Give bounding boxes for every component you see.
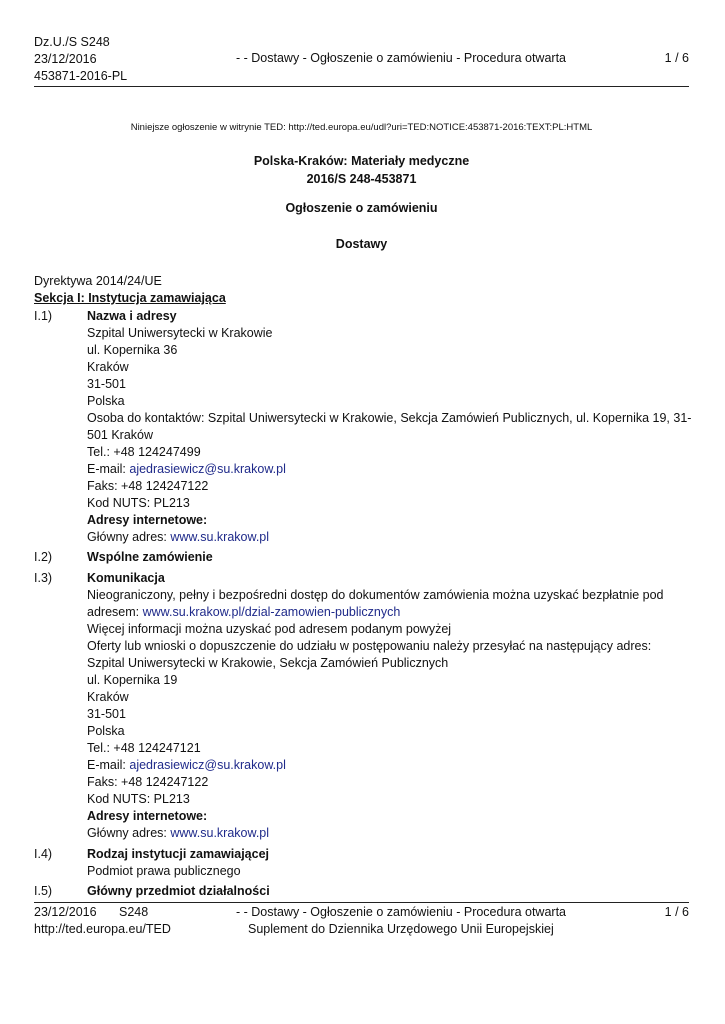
section-heading: Sekcja I: Instytucja zamawiająca: [34, 291, 226, 305]
section-title: Główny przedmiot działalności: [87, 884, 270, 898]
contract-type: Dostawy: [335, 237, 388, 251]
footer-date: 23/12/2016: [34, 905, 97, 919]
footer-s: S248: [119, 905, 149, 919]
footer-divider: [34, 902, 689, 903]
section-title: Komunikacja: [87, 571, 165, 585]
header-title: - - Dostawy - Ogłoszenie o zamówieniu - Procedura otwarta: [236, 51, 566, 65]
access-label: adresem:: [87, 605, 143, 619]
title-line2: 2016/S 248-453871: [306, 172, 417, 186]
offers-address-intro: Oferty lub wnioski o dopuszczenie do udziału w postępowaniu należy przesyłać na następujący adres:: [87, 639, 652, 653]
section-title: Nazwa i adresy: [87, 309, 177, 323]
main-address-row: [87, 825, 697, 842]
section-number: I.3): [34, 571, 53, 585]
email-row: [87, 757, 697, 774]
city: Kraków: [87, 360, 129, 374]
ted-note: Niniejsze ogłoszenie w witrynie TED: http://ted.europa.eu/udl?uri=TED:NOTICE:453871-2016:TEXT:PL:HTML: [130, 122, 593, 133]
main-address-row: [87, 529, 697, 546]
footer-url: http://ted.europa.eu/TED: [34, 922, 171, 936]
section-title: Wspólne zamówienie: [87, 550, 213, 564]
email-link[interactable]: ajedrasiewicz@su.krakow.pl: [129, 462, 286, 476]
nuts-code: Kod NUTS: PL213: [87, 496, 190, 510]
org-name: Szpital Uniwersytecki w Krakowie, Sekcja Zamówień Publicznych: [87, 656, 449, 670]
internet-heading: Adresy internetowe:: [87, 513, 208, 527]
section-body: [87, 570, 697, 842]
section-body: [87, 308, 697, 546]
country: Polska: [87, 724, 125, 738]
more-info: Więcej informacji można uzyskać pod adresem podanym powyżej: [87, 622, 452, 636]
header-ref: Dz.U./S S248: [34, 35, 110, 49]
street: ul. Kopernika 19: [87, 673, 178, 687]
contact-person: Osoba do kontaktów: Szpital Uniwersytecki w Krakowie, Sekcja Zamówień Publicznych, ul. Kopernika 19, 31-501 Kraków: [87, 411, 692, 442]
fax: Faks: +48 124247122: [87, 479, 209, 493]
nuts-code: Kod NUTS: PL213: [87, 792, 190, 806]
main-address-link[interactable]: www.su.krakow.pl: [170, 530, 270, 544]
notice-title: [34, 152, 689, 188]
postcode: 31-501: [87, 377, 126, 391]
internet-heading: Adresy internetowe:: [87, 809, 208, 823]
header-date: 23/12/2016: [34, 52, 97, 66]
email-label: E-mail:: [87, 462, 130, 476]
directive: Dyrektywa 2014/24/UE: [34, 274, 162, 288]
section-number: I.1): [34, 309, 53, 323]
authority-type: Podmiot prawa publicznego: [87, 864, 241, 878]
section-number: I.5): [34, 884, 53, 898]
access-link[interactable]: www.su.krakow.pl/dzial-zamowien-publicznych: [142, 605, 401, 619]
header-meta: [34, 34, 127, 85]
access-row: [87, 604, 697, 621]
telephone: Tel.: +48 124247121: [87, 741, 201, 755]
section-body: [87, 846, 697, 880]
main-address-label: Główny adres:: [87, 530, 171, 544]
section-title: Rodzaj instytucji zamawiającej: [87, 847, 270, 861]
access-text: Nieograniczony, pełny i bezpośredni dostęp do dokumentów zamówienia można uzyskać bezpłatnie pod: [87, 588, 664, 602]
street: ul. Kopernika 36: [87, 343, 178, 357]
footer-page-number: 1 / 6: [664, 905, 689, 919]
postcode: 31-501: [87, 707, 126, 721]
header-page-number: 1 / 6: [664, 51, 689, 65]
telephone: Tel.: +48 124247499: [87, 445, 201, 459]
email-row: [87, 461, 697, 478]
section-number: I.2): [34, 550, 53, 564]
fax: Faks: +48 124247122: [87, 775, 209, 789]
header-notice-id: 453871-2016-PL: [34, 69, 128, 83]
footer-supplement: Suplement do Dziennika Urzędowego Unii Europejskiej: [248, 922, 554, 936]
org-name: Szpital Uniwersytecki w Krakowie: [87, 326, 273, 340]
email-link[interactable]: ajedrasiewicz@su.krakow.pl: [129, 758, 286, 772]
country: Polska: [87, 394, 125, 408]
email-label: E-mail:: [87, 758, 130, 772]
main-address-label: Główny adres:: [87, 826, 171, 840]
title-line1: Polska-Kraków: Materiały medyczne: [253, 154, 470, 168]
main-address-link[interactable]: www.su.krakow.pl: [170, 826, 270, 840]
footer-title: - - Dostawy - Ogłoszenie o zamówieniu - Procedura otwarta: [236, 905, 566, 919]
city: Kraków: [87, 690, 129, 704]
section-number: I.4): [34, 847, 53, 861]
notice-type: Ogłoszenie o zamówieniu: [285, 201, 438, 215]
header-divider: [34, 86, 689, 87]
